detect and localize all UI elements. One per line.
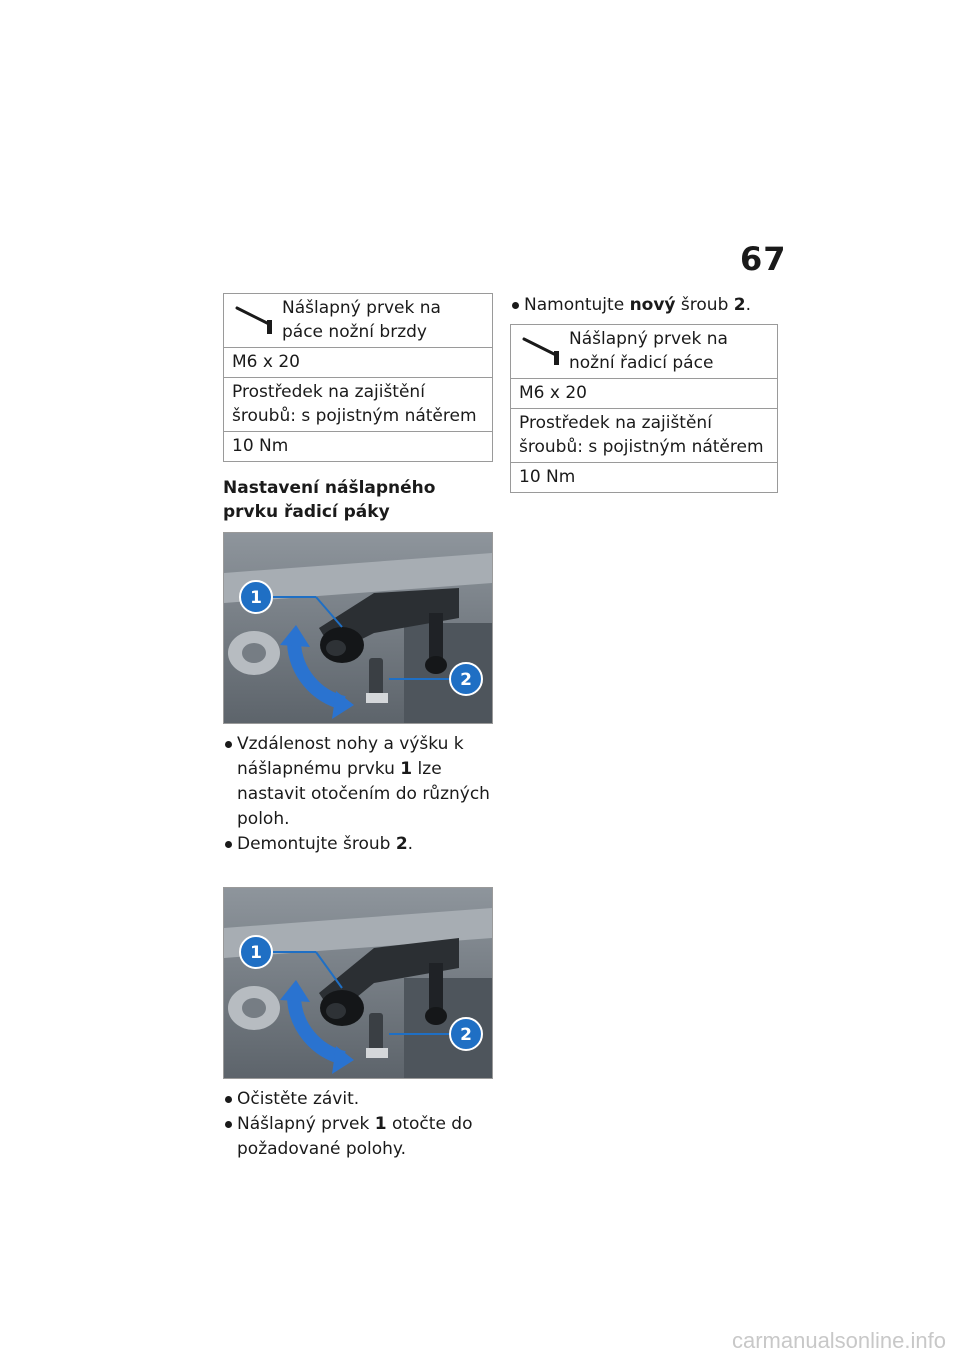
spec-agent: Prostředek na zajištění šroubů: s pojistným nátěrem [224, 378, 493, 432]
torque-wrench-icon [519, 327, 569, 367]
shift-lever-illustration [224, 888, 492, 1078]
page-number: 67 [740, 240, 787, 278]
callout-2: 2 [460, 670, 472, 690]
instruction-list-1 [223, 732, 493, 857]
section-heading: Nastavení nášlapného prvku řadicí páky [223, 478, 436, 522]
spec-table-shift-lever [510, 324, 778, 493]
spec-title: Nášlapný prvek na páce nožní brzdy [282, 298, 441, 342]
instruction-list-3 [510, 293, 778, 318]
torque-wrench-icon [232, 296, 282, 336]
list-item: Demontujte šroub 2. [223, 832, 493, 857]
list-item: Nášlapný prvek 1 otočte do požadované polohy. [223, 1112, 493, 1162]
spec-table-brake-pedal [223, 293, 493, 462]
figure-shift-lever-1 [223, 532, 493, 724]
right-column [510, 293, 778, 493]
shift-lever-illustration [224, 533, 492, 723]
figure-shift-lever-2 [223, 887, 493, 1079]
spec-title: Nášlapný prvek na nožní řadicí páce [569, 329, 728, 373]
list-item: Vzdálenost nohy a výšku k nášlapnému prvku 1 lze nastavit otočením do různých poloh. [223, 732, 493, 832]
spec-torque: 10 Nm [224, 432, 493, 462]
spec-size: M6 x 20 [511, 379, 778, 409]
left-column [223, 293, 493, 1162]
spec-agent: Prostředek na zajištění šroubů: s pojistným nátěrem [511, 409, 778, 463]
callout-1: 1 [250, 588, 262, 608]
spec-size: M6 x 20 [224, 348, 493, 378]
instruction-list-2 [223, 1087, 493, 1162]
callout-1: 1 [250, 943, 262, 963]
watermark: carmanualsonline.info [731, 1328, 946, 1353]
callout-2: 2 [460, 1025, 472, 1045]
list-item: Očistěte závit. [223, 1087, 493, 1112]
spec-torque: 10 Nm [511, 463, 778, 493]
list-item: Namontujte nový šroub 2. [510, 293, 778, 318]
